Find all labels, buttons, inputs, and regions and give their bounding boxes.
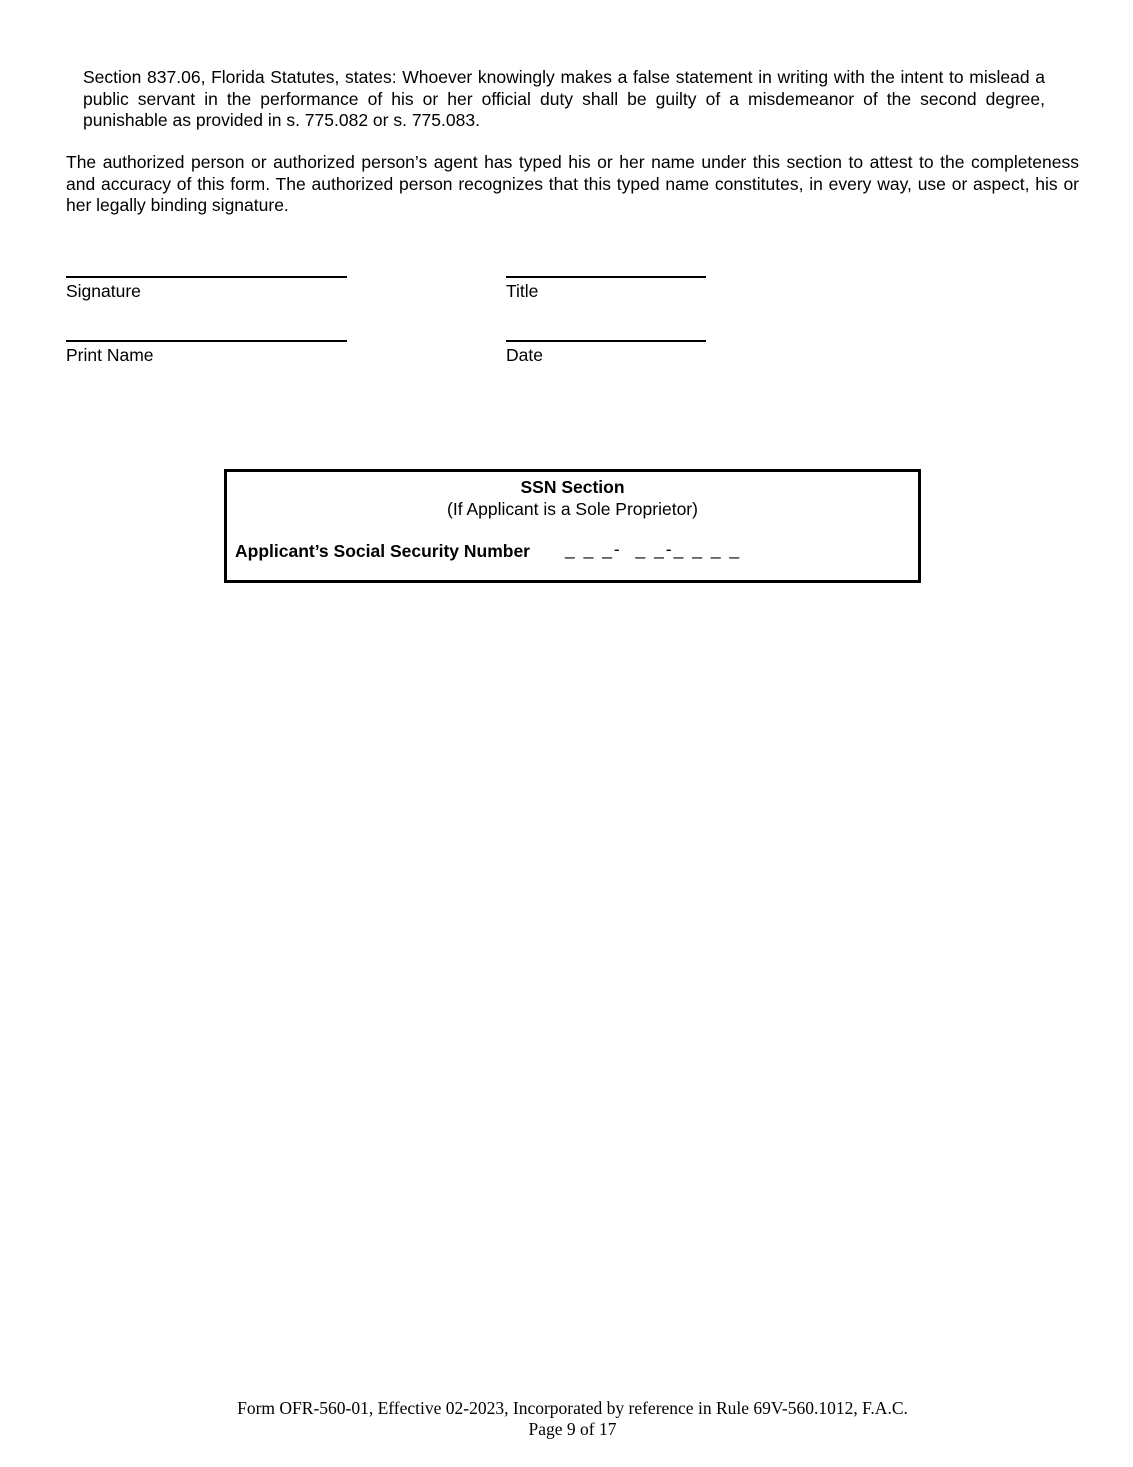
signature-label: Signature xyxy=(66,281,141,301)
title-label: Title xyxy=(506,281,539,301)
ssn-section-box xyxy=(224,469,921,583)
ssn-section-subtitle: (If Applicant is a Sole Proprietor) xyxy=(447,499,698,519)
ssn-input-field[interactable]: _ _ _- _ _-_ _ _ _ xyxy=(565,539,742,559)
print-name-label: Print Name xyxy=(66,345,154,365)
footer-page-number: Page 9 of 17 xyxy=(528,1419,617,1439)
signature-line[interactable] xyxy=(66,276,347,278)
attestation-paragraph: The authorized person or authorized person’s agent has typed his or her name under this section to attest to the completeness and accuracy of this form. The authorized person recognizes that this typed name constitutes, in every way, use or aspect, his or her legally binding signature. xyxy=(66,152,1079,215)
title-line[interactable] xyxy=(506,276,706,278)
statute-paragraph: Section 837.06, Florida Statutes, states: Whoever knowingly makes a false statement in writing with the intent to mislead a public servant in the performance of his or her official duty shall be guilty of a misdemeanor of the second degree, punishable as provided in s. 775.082 or s. 775.083. xyxy=(83,67,1045,130)
date-line[interactable] xyxy=(506,340,706,342)
ssn-section-title: SSN Section xyxy=(520,477,625,497)
ssn-label: Applicant’s Social Security Number xyxy=(235,541,530,561)
print-name-line[interactable] xyxy=(66,340,347,342)
footer-form-reference: Form OFR-560-01, Effective 02-2023, Incorporated by reference in Rule 69V-560.1012, F.A.C. xyxy=(237,1398,908,1418)
date-label: Date xyxy=(506,345,543,365)
